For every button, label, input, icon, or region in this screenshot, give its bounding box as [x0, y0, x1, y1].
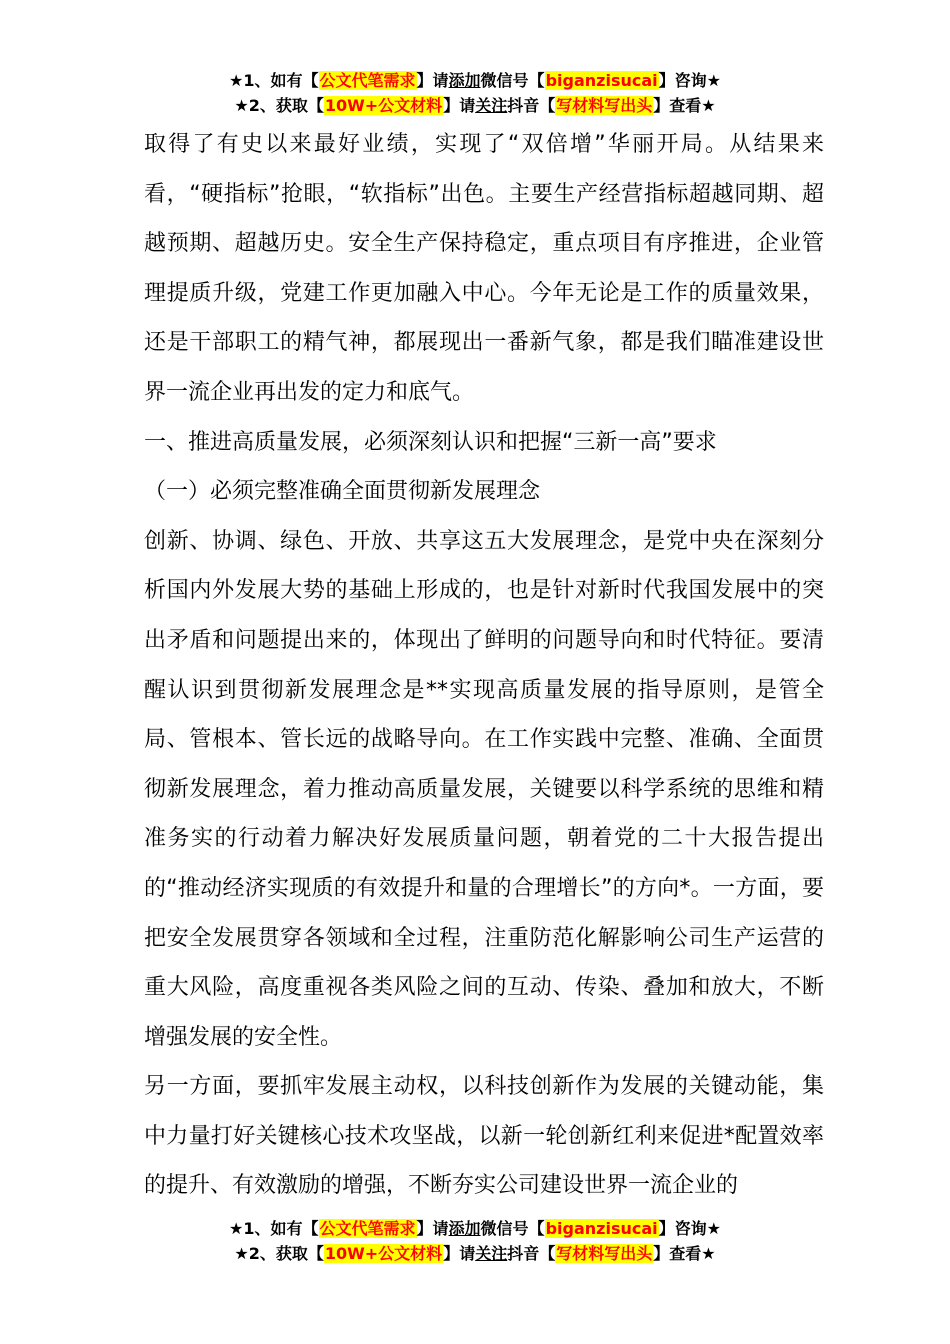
banner-line-2: ★2、获取【10W+公文材料】请关注抖音【写材料写出头】查看★ — [234, 1244, 716, 1263]
banner-line-1: ★1、如有【公文代笔需求】请添加微信号【biganzisucai】咨询★ — [229, 1219, 721, 1238]
paragraph-continued: 另一方面，要抓牢发展主动权，以科技创新作为发展的关键动能，集中力量打好关键核心技术攻坚战，以新一轮创新红利来促进*配置效率的提升、有效激励的增强，不断夯实公司建设世界一流企业的 — [144, 1074, 824, 1199]
highlight-materials: 10W+公文材料 — [324, 96, 443, 115]
highlight-service: 公文代笔需求 — [319, 71, 416, 90]
highlight-wechat-id: biganzisucai — [545, 71, 658, 90]
highlight-wechat-id: biganzisucai — [545, 1219, 658, 1238]
banner-line-1: ★1、如有【公文代笔需求】请添加微信号【biganzisucai】咨询★ — [229, 71, 721, 90]
subsection-heading: （一）必须完整准确全面贯彻新发展理念 — [144, 479, 541, 505]
footer-banner — [0, 1216, 950, 1266]
highlight-douyin: 写材料写出头 — [556, 1244, 653, 1263]
header-banner — [0, 68, 950, 118]
document-body — [144, 120, 824, 1211]
highlight-service: 公文代笔需求 — [319, 1219, 416, 1238]
paragraph-intro: 取得了有史以来最好业绩，实现了“双倍增”华丽开局。从结果来看，“硬指标”抢眼，“软指标”出色。主要生产经营指标超越同期、超越预期、超越历史。安全生产保持稳定，重点项目有序推进，企业管理提质升级，党建工作更加融入中心。今年无论是工作的质量效果，还是干部职工的精气神，都展现出一番新气象，都是我们瞄准建设世界一流企业再出发的定力和底气。 — [144, 132, 824, 405]
highlight-douyin: 写材料写出头 — [556, 96, 653, 115]
paragraph-body: 创新、协调、绿色、开放、共享这五大发展理念，是党中央在深刻分析国内外发展大势的基础上形成的，也是针对新时代我国发展中的突出矛盾和问题提出来的，体现出了鲜明的问题导向和时代特征。要清醒认识到贯彻新发展理念是**实现高质量发展的指导原则，是管全局、管根本、管长远的战略导向。在工作实践中完整、准确、全面贯彻新发展理念，着力推动高质量发展，关键要以科学系统的思维和精准务实的行动着力解决好发展质量问题，朝着党的二十大报告提出的“推动经济实现质的有效提升和量的合理增长”的方向*。一方面，要把安全发展贯穿各领域和全过程，注重防范化解影响公司生产运营的重大风险，高度重视各类风险之间的互动、传染、叠加和放大，不断增强发展的安全性。 — [144, 528, 824, 1050]
highlight-materials: 10W+公文材料 — [324, 1244, 443, 1263]
section-heading: 一、推进高质量发展，必须深刻认识和把握“三新一高”要求 — [144, 429, 717, 455]
banner-line-2: ★2、获取【10W+公文材料】请关注抖音【写材料写出头】查看★ — [234, 96, 716, 115]
